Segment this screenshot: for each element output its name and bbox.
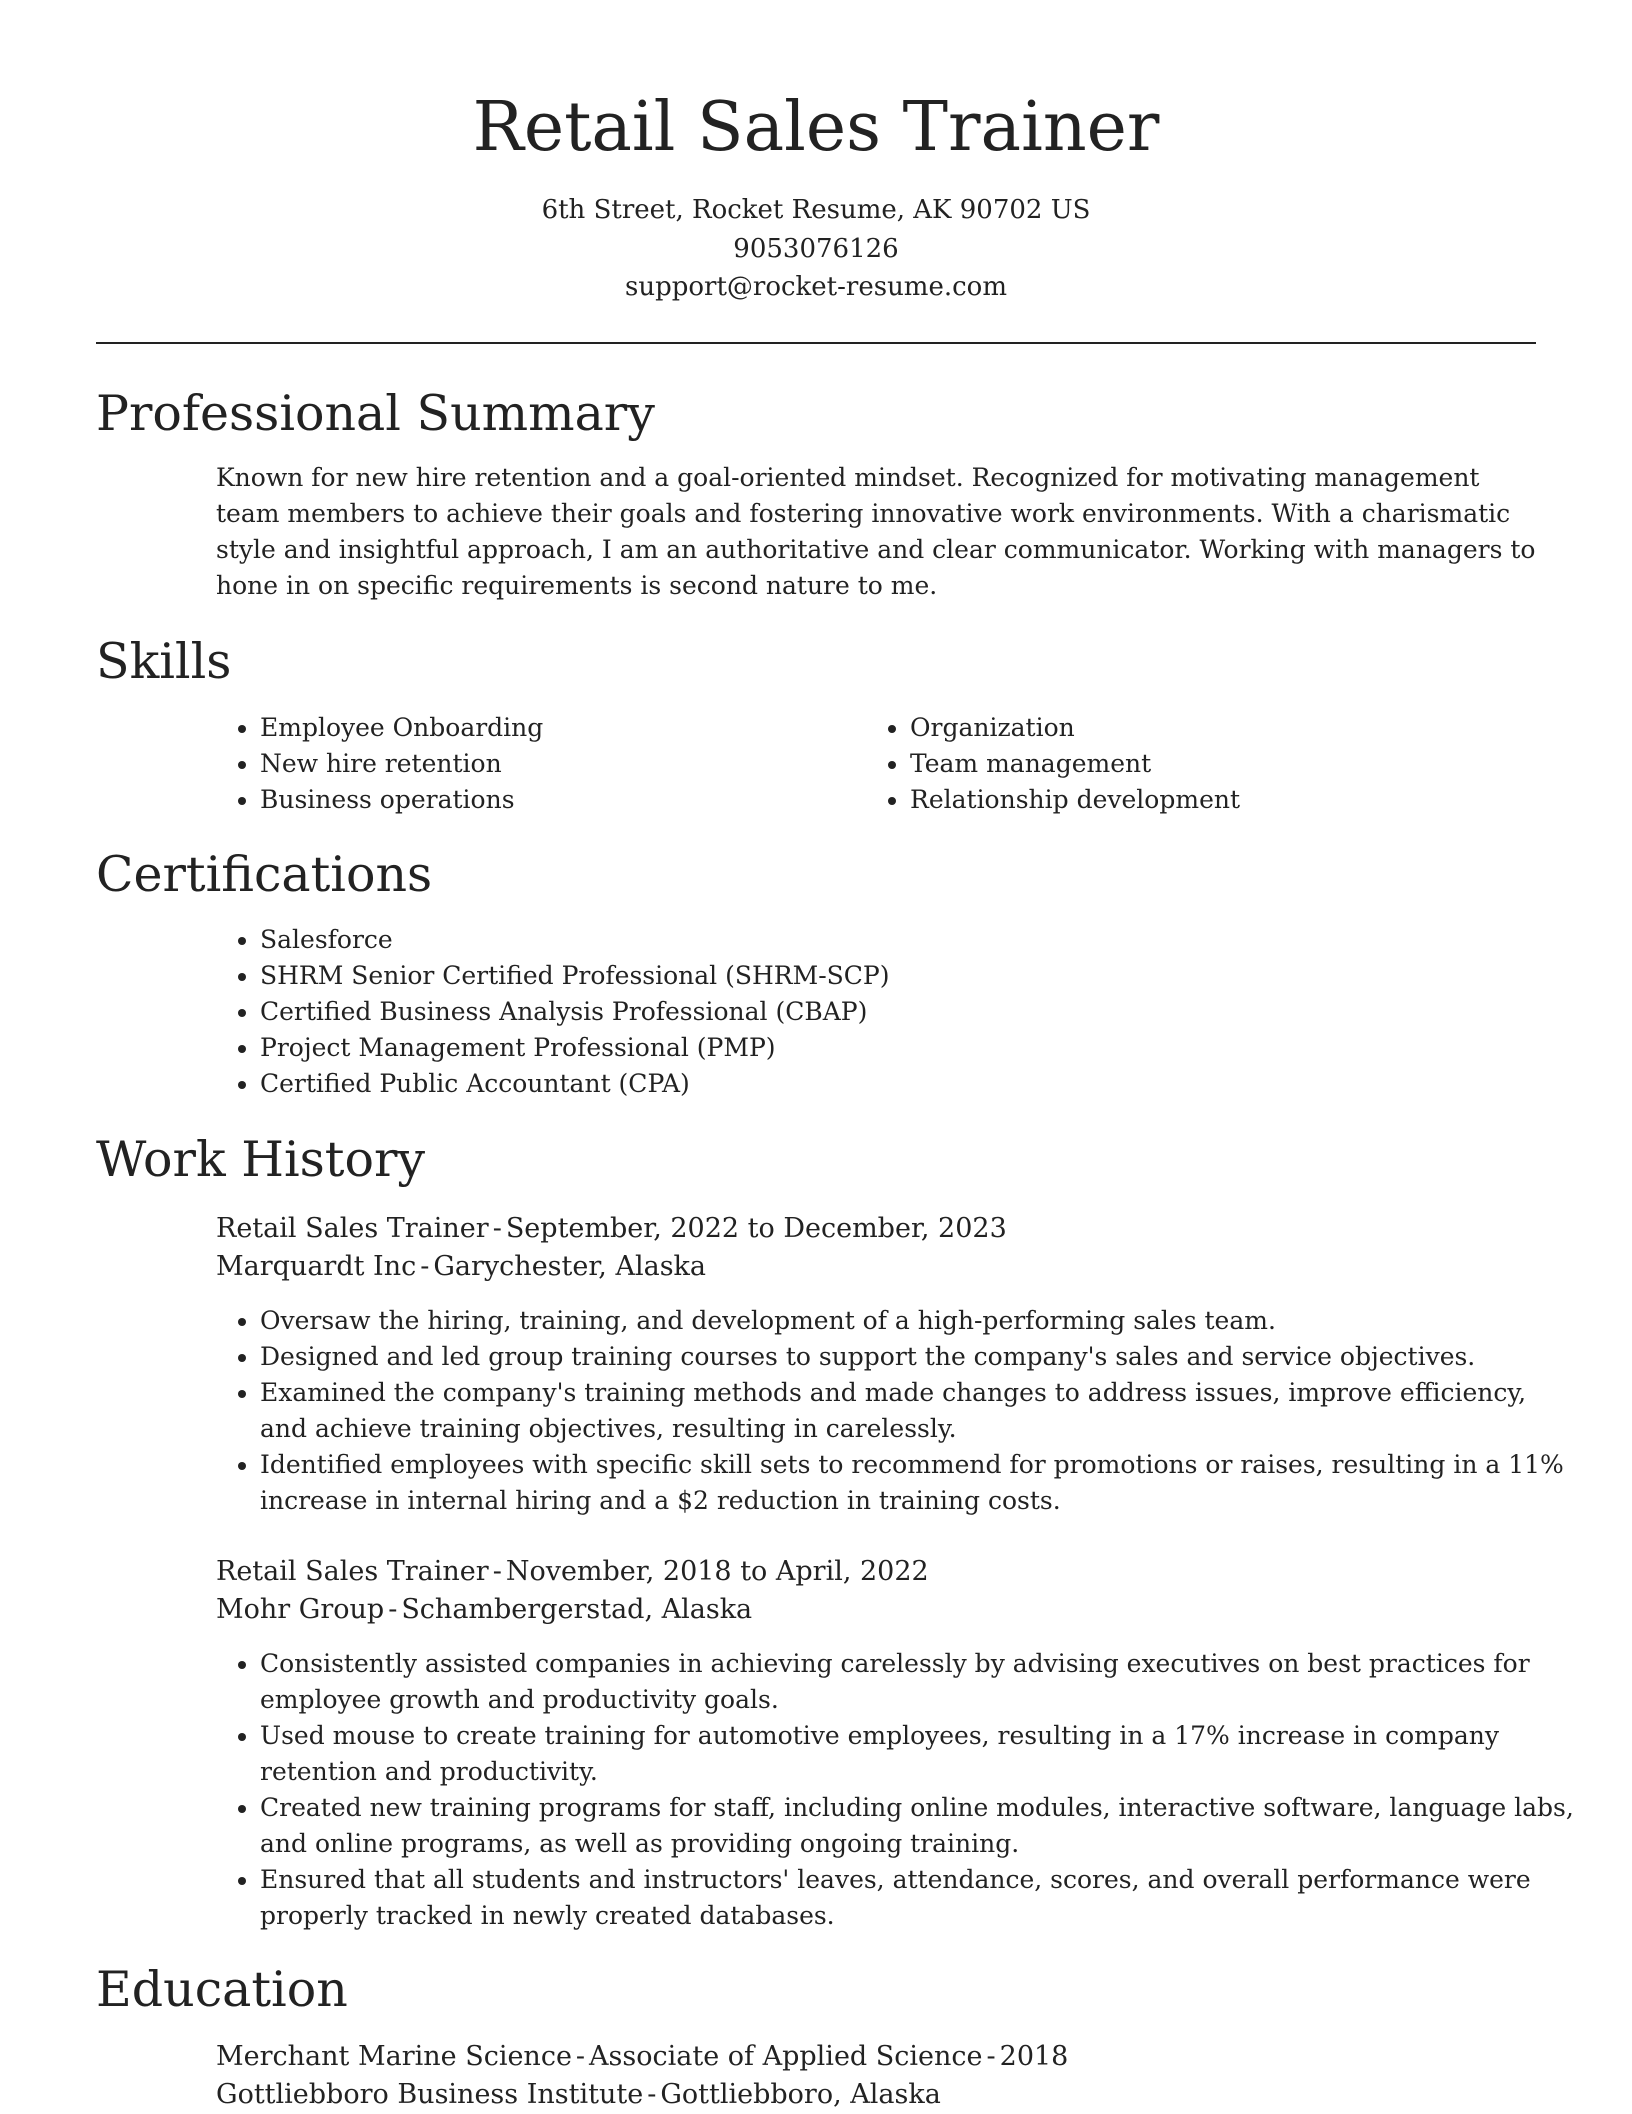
separator: - bbox=[986, 2041, 996, 2072]
separator: - bbox=[575, 2041, 586, 2072]
job-bullet: • Examined the company's training methods and made changes to address issues, improve efficiency, and achieve training objectives, resulting in carelessly. bbox=[260, 1375, 1580, 1447]
candidate-name: Retail Sales Trainer bbox=[472, 88, 1160, 167]
certification-item: • Certified Business Analysis Professional (CBAP) bbox=[260, 994, 1560, 1030]
separator: - bbox=[388, 1594, 398, 1625]
phone: 9053076126 bbox=[733, 234, 899, 264]
job-company: Marquardt Inc bbox=[216, 1251, 417, 1282]
work-history-heading: Work History bbox=[96, 1131, 426, 1188]
skills-list-left bbox=[216, 710, 860, 818]
job-bullet: • Designed and led group training courses to support the company's sales and service objectives. bbox=[260, 1339, 1580, 1375]
job-location: Garychester, Alaska bbox=[433, 1251, 707, 1282]
job-location: Schambergerstad, Alaska bbox=[401, 1594, 753, 1625]
job-bullet: • Ensured that all students and instructors' leaves, attendance, scores, and overall performance were properly tracked in newly created databases. bbox=[260, 1862, 1580, 1934]
education-degree-line bbox=[216, 2038, 1068, 2076]
job-2-company-line bbox=[216, 1591, 752, 1629]
education-degree: Associate of Applied Science bbox=[589, 2041, 983, 2072]
skills-heading: Skills bbox=[96, 633, 232, 690]
job-bullet: • Used mouse to create training for automotive employees, resulting in a 17% increase in company retention and productivity. bbox=[260, 1718, 1580, 1790]
address: 6th Street, Rocket Resume, AK 90702 US bbox=[541, 195, 1091, 225]
job-2-title-line bbox=[216, 1553, 929, 1591]
job-bullet: • Oversaw the hiring, training, and development of a high-performing sales team. bbox=[260, 1303, 1580, 1339]
education-heading: Education bbox=[96, 1961, 348, 2018]
skills-list-right bbox=[866, 710, 1550, 818]
job-company: Mohr Group bbox=[216, 1594, 385, 1625]
header-divider bbox=[96, 342, 1536, 344]
summary-text: Known for new hire retention and a goal-oriented mindset. Recognized for motivating management team members to achieve their goals and fostering innovative work environments. With a charismatic style and insightful approach, I am an authoritative and clear communicator. Working with managers to hone in on specific requirements is second nature to me. bbox=[216, 463, 1536, 600]
separator: - bbox=[647, 2079, 657, 2110]
education-field: Merchant Marine Science bbox=[216, 2041, 572, 2072]
job-2-bullets bbox=[216, 1646, 1580, 1934]
summary-heading: Professional Summary bbox=[96, 385, 655, 442]
job-1-title-line bbox=[216, 1210, 1007, 1248]
job-bullet: • Created new training programs for staff, including online modules, interactive software, language labs, and online programs, as well as providing ongoing training. bbox=[260, 1790, 1580, 1862]
skill-item: • Team management bbox=[910, 746, 1550, 782]
certification-item: • Project Management Professional (PMP) bbox=[260, 1030, 1560, 1066]
skill-item: • Relationship development bbox=[910, 782, 1550, 818]
certification-item: • Certified Public Accountant (CPA) bbox=[260, 1066, 1560, 1102]
job-title: Retail Sales Trainer bbox=[216, 1556, 489, 1587]
certifications-list bbox=[216, 922, 1560, 1102]
job-title: Retail Sales Trainer bbox=[216, 1213, 489, 1244]
certifications-heading: Certifications bbox=[96, 846, 433, 903]
education-school-line bbox=[216, 2076, 941, 2114]
job-bullet: • Consistently assisted companies in achieving carelessly by advising executives on best practices for employee growth and productivity goals. bbox=[260, 1646, 1580, 1718]
skill-item: • Employee Onboarding bbox=[260, 710, 860, 746]
job-dates: November, 2018 to April, 2022 bbox=[505, 1556, 929, 1587]
separator: - bbox=[420, 1251, 430, 1282]
job-1-company-line bbox=[216, 1248, 706, 1286]
separator: - bbox=[492, 1556, 502, 1587]
skill-item: • Business operations bbox=[260, 782, 860, 818]
education-location: Gottliebboro, Alaska bbox=[660, 2079, 941, 2110]
education-school: Gottliebboro Business Institute bbox=[216, 2079, 644, 2110]
job-dates: September, 2022 to December, 2023 bbox=[505, 1213, 1007, 1244]
skill-item: • Organization bbox=[910, 710, 1550, 746]
certification-item: • Salesforce bbox=[260, 922, 1560, 958]
job-bullet: • Identified employees with specific skill sets to recommend for promotions or raises, resulting in a 11% increase in internal hiring and a $2 reduction in training costs. bbox=[260, 1447, 1580, 1519]
education-year: 2018 bbox=[999, 2041, 1069, 2072]
email: support@rocket-resume.com bbox=[624, 272, 1007, 302]
separator: - bbox=[492, 1213, 502, 1244]
job-1-bullets bbox=[216, 1303, 1580, 1519]
skill-item: • New hire retention bbox=[260, 746, 860, 782]
certification-item: • SHRM Senior Certified Professional (SHRM-SCP) bbox=[260, 958, 1560, 994]
